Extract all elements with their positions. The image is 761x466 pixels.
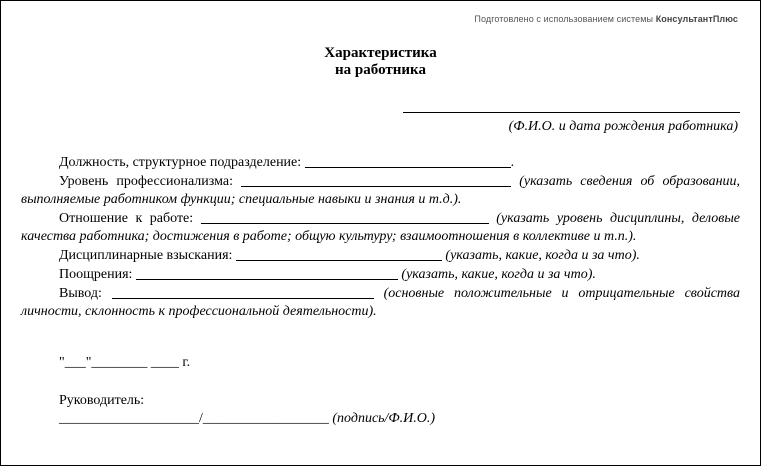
header-prefix: Подготовлено с использованием системы [474,14,656,24]
level-paragraph [21,172,740,209]
rewards-hint: (указать, какие, когда и за что). [401,267,596,282]
level-label: Уровень профессионализма: [59,174,233,189]
attitude-paragraph [21,209,740,246]
attitude-label: Отношение к работе: [59,211,194,226]
conclusion-label: Вывод: [59,286,102,301]
document-title [1,45,760,79]
position-label: Должность, структурное подразделение: [59,155,302,170]
attitude-hint: (указать уровень дисциплины, деловые качества работника; достижения в работе; общую культуру; взаимоотношения в коллективе и т.п.). [21,211,741,244]
signature-blank[interactable]: ____________________/__________________ [59,411,329,426]
header-brand: КонсультантПлюс [655,14,738,24]
rewards-blank[interactable] [136,265,398,280]
fio-hint: (Ф.И.О. и дата рождения работника) [508,119,738,134]
rewards-paragraph [21,265,740,284]
conclusion-hint: (основные положительные и отрицательные свойства личности, склонность к профессиональной деятельности). [21,286,741,319]
signature-row [59,411,435,427]
date-field[interactable]: "___"________ ____ г. [59,355,191,370]
conclusion-blank[interactable] [112,284,374,299]
consultant-header [474,14,738,24]
discipline-hint: (указать, какие, когда и за что). [445,248,640,263]
level-blank[interactable] [241,172,511,187]
title-line-1: Характеристика [324,45,437,61]
title-line-2: на работника [335,62,426,78]
position-end: . [510,155,515,170]
position-blank[interactable] [305,153,511,168]
conclusion-paragraph [21,284,740,321]
level-hint: (указать сведения об образовании, выполняемые работником функции; специальные навыки и знания и т.д.). [21,174,741,207]
position-paragraph [21,153,740,172]
attitude-blank[interactable] [201,209,489,224]
signature-hint: (подпись/Ф.И.О.) [332,411,436,426]
fio-blank[interactable] [403,97,740,113]
discipline-blank[interactable] [236,246,442,261]
discipline-label: Дисциплинарные взыскания: [59,248,233,263]
discipline-paragraph [21,246,740,265]
characteristics-body [21,153,740,321]
rewards-label: Поощрения: [59,267,133,282]
manager-label: Руководитель: [59,393,145,408]
